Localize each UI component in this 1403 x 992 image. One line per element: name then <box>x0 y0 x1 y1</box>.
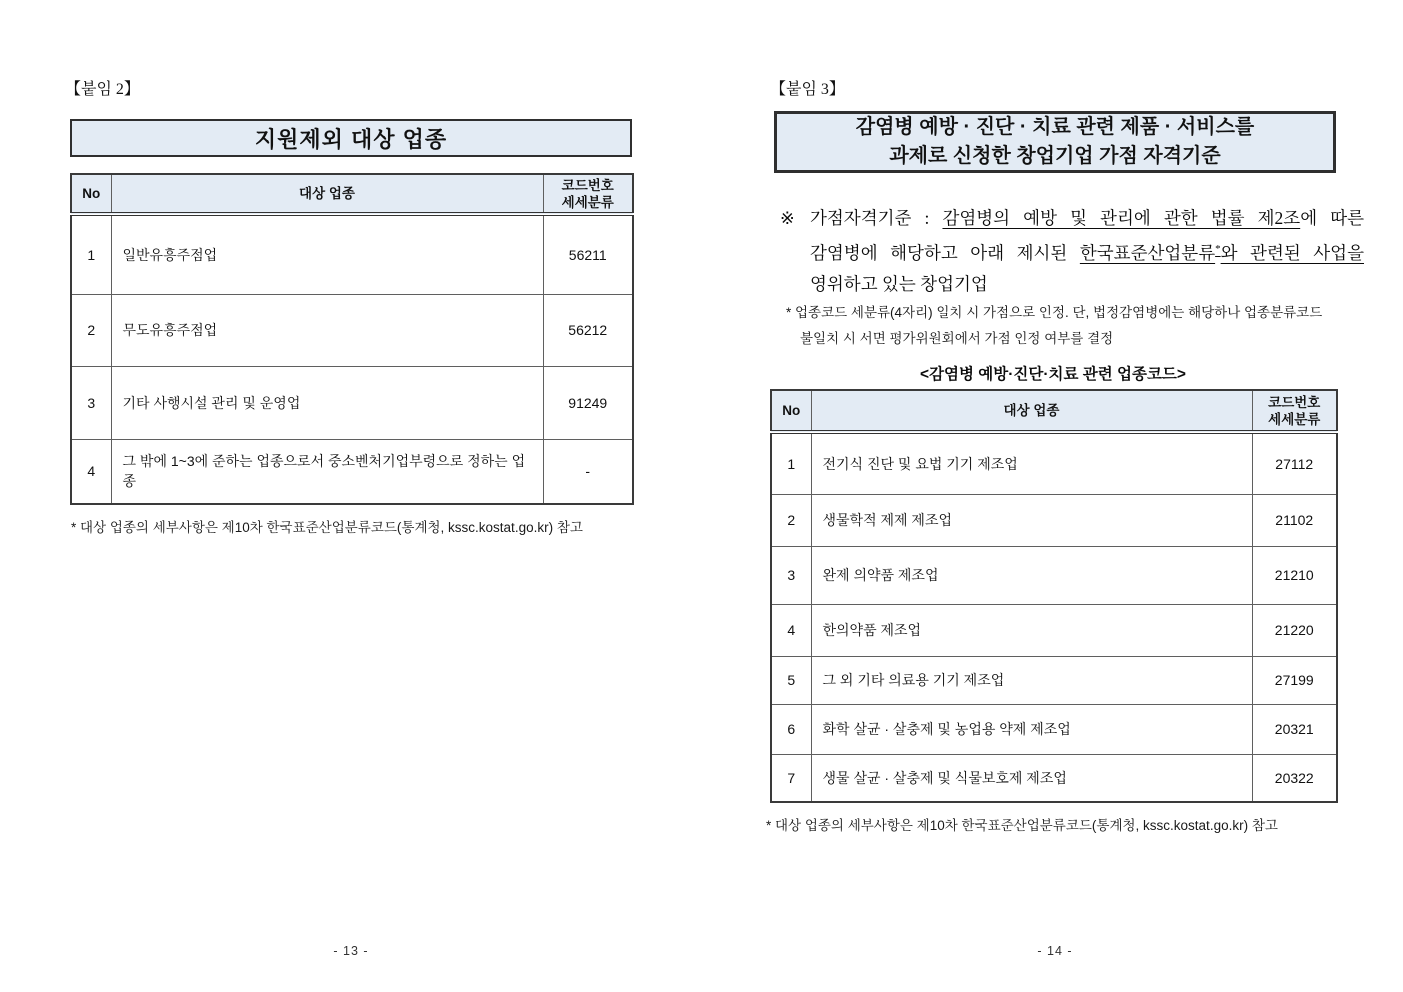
left-header-no: No <box>71 174 111 214</box>
row-industry: 일반유흥주점업 <box>111 214 543 294</box>
table-row <box>71 214 633 294</box>
left-footnote: * 대상 업종의 세부사항은 제10차 한국표준산업분류코드(통계청, kssc.kostat.go.kr) 참고 <box>71 520 583 535</box>
criteria-line2-text: 감염병에 해당하고 아래 제시된 <box>810 242 1080 263</box>
left-table-header-row <box>71 174 633 214</box>
criteria-line2 <box>810 234 1364 269</box>
criteria-line1-underline: 감염병의 예방 및 관리에 관한 법률 제2조 <box>942 208 1301 228</box>
right-table <box>770 389 1338 803</box>
right-table-header-row <box>771 390 1337 432</box>
row-no: 2 <box>771 494 811 546</box>
left-title-box <box>70 119 632 157</box>
right-header-industry: 대상 업종 <box>811 390 1252 432</box>
right-header-code-line2: 세세분류 <box>1268 411 1321 427</box>
criteria-line1 <box>810 203 1364 234</box>
criteria-footnote-line2: 불일치 시 서면 평가위원회에서 가점 인정 여부를 결정 <box>800 331 1114 346</box>
criteria-line3: 영위하고 있는 창업기업 <box>810 273 988 294</box>
criteria-line2-underline-b: 와 관련된 사업을 <box>1220 242 1364 263</box>
left-header-code <box>543 174 633 214</box>
row-industry: 생물학적 제제 제조업 <box>811 494 1252 546</box>
right-title-box <box>774 111 1336 173</box>
right-table-caption: <감염병 예방·진단·치료 관련 업종코드> <box>920 366 1186 383</box>
left-page <box>0 0 700 992</box>
row-no: 7 <box>771 754 811 802</box>
row-code: 56212 <box>543 294 633 366</box>
left-header-industry: 대상 업종 <box>111 174 543 214</box>
right-page <box>700 0 1403 992</box>
criteria-line1-tail: 에 따른 <box>1300 208 1365 228</box>
row-no: 3 <box>71 366 111 439</box>
criteria-line2-underline-a: 한국표준산업분류 <box>1079 242 1216 263</box>
row-code: 21220 <box>1252 604 1337 656</box>
table-row <box>71 439 633 504</box>
row-industry: 한의약품 제조업 <box>811 604 1252 656</box>
left-title-text: 지원제외 대상 업종 <box>254 126 448 152</box>
right-page-number: - 14 - <box>1037 944 1073 958</box>
right-title-line1: 감염병 예방 · 진단 · 치료 관련 제품 · 서비스를 <box>855 116 1255 138</box>
table-row <box>71 294 633 366</box>
row-no: 4 <box>71 439 111 504</box>
criteria-marker: ※ <box>780 208 795 228</box>
row-industry: 완제 의약품 제조업 <box>811 546 1252 604</box>
table-row <box>771 604 1337 656</box>
right-header-code <box>1252 390 1337 432</box>
table-row <box>771 546 1337 604</box>
left-page-number: - 13 - <box>333 944 369 958</box>
row-industry: 전기식 진단 및 요법 기기 제조업 <box>811 432 1252 494</box>
row-no: 1 <box>71 214 111 294</box>
left-table <box>70 173 634 505</box>
right-footnote: * 대상 업종의 세부사항은 제10차 한국표준산업분류코드(통계청, kssc.kostat.go.kr) 참고 <box>766 818 1278 833</box>
table-row <box>771 432 1337 494</box>
row-code: 91249 <box>543 366 633 439</box>
row-code: 21210 <box>1252 546 1337 604</box>
table-row <box>771 494 1337 546</box>
row-industry: 생물 살균 · 살충제 및 식물보호제 제조업 <box>811 754 1252 802</box>
table-row <box>771 656 1337 704</box>
right-attachment-label: 【붙임 3】 <box>770 81 845 98</box>
row-no: 4 <box>771 604 811 656</box>
row-industry: 기타 사행시설 관리 및 운영업 <box>111 366 543 439</box>
criteria-paragraph <box>780 203 1364 300</box>
row-code: 20321 <box>1252 704 1337 754</box>
row-no: 5 <box>771 656 811 704</box>
right-header-no: No <box>771 390 811 432</box>
row-code: - <box>543 439 633 504</box>
row-industry: 그 밖에 1~3에 준하는 업종으로서 중소벤처기업부령으로 정하는 업종 <box>111 439 543 504</box>
row-no: 1 <box>771 432 811 494</box>
left-header-code-line2: 세세분류 <box>561 194 614 210</box>
table-row <box>71 366 633 439</box>
right-header-code-line1: 코드번호 <box>1268 394 1321 410</box>
criteria-footnote-line1: * 업종코드 세분류(4자리) 일치 시 가점으로 인정. 단, 법정감염병에는 해당하나 업종분류코드 <box>786 305 1323 320</box>
row-no: 3 <box>771 546 811 604</box>
criteria-footnote <box>786 300 1352 352</box>
criteria-asterisk: * <box>1215 243 1221 255</box>
table-row <box>771 754 1337 802</box>
row-code: 21102 <box>1252 494 1337 546</box>
table-row <box>771 704 1337 754</box>
row-industry: 화학 살균 · 살충제 및 농업용 약제 제조업 <box>811 704 1252 754</box>
row-industry: 무도유흥주점업 <box>111 294 543 366</box>
criteria-line1-text: 가점자격기준 : <box>810 208 943 228</box>
row-code: 27199 <box>1252 656 1337 704</box>
left-attachment-label: 【붙임 2】 <box>65 81 140 98</box>
row-no: 6 <box>771 704 811 754</box>
row-no: 2 <box>71 294 111 366</box>
row-code: 20322 <box>1252 754 1337 802</box>
row-industry: 그 외 기타 의료용 기기 제조업 <box>811 656 1252 704</box>
left-header-code-line1: 코드번호 <box>561 177 614 193</box>
row-code: 27112 <box>1252 432 1337 494</box>
right-title-line2: 과제로 신청한 창업기업 가점 자격기준 <box>889 145 1221 167</box>
row-code: 56211 <box>543 214 633 294</box>
